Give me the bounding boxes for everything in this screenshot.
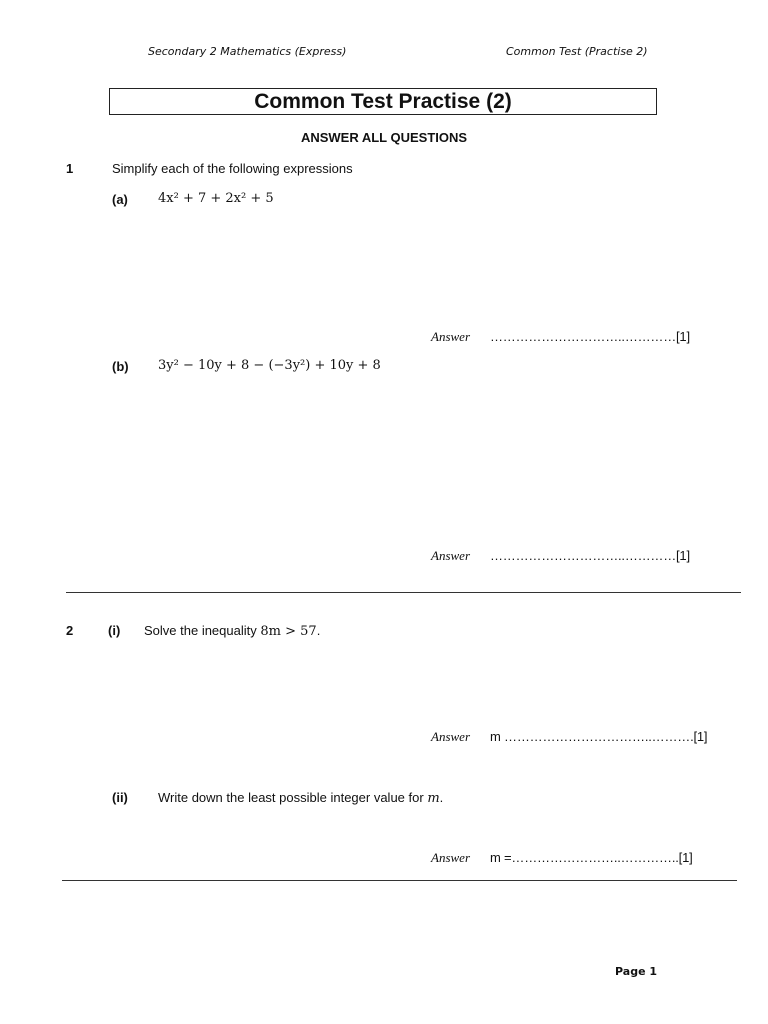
answer-label-2i: Answer (431, 729, 470, 744)
question-2i-label: (i) (108, 623, 121, 638)
question-2i-prompt-line (144, 623, 320, 639)
question-2-number: 2 (66, 623, 74, 638)
question-2i-math: 8m > 57 (260, 624, 317, 639)
question-1-number: 1 (66, 161, 74, 176)
header-left: Secondary 2 Mathematics (Express) (148, 45, 347, 58)
answer-line-1b: …………………………..…………[1] (490, 548, 690, 563)
answer-label-1a: Answer (431, 329, 470, 344)
question-2ii-math: m (427, 791, 440, 806)
question-2ii-end: . (439, 790, 444, 805)
divider-2 (62, 880, 737, 881)
question-2ii-prompt: Write down the least possible integer value for (158, 790, 424, 805)
divider-1 (66, 592, 741, 593)
answer-label-2ii: Answer (431, 850, 470, 865)
question-1b-expression: 3y² − 10y + 8 − (−3y²) + 10y + 8 (158, 358, 381, 373)
question-2i-prompt: Solve the inequality (144, 623, 257, 638)
instruction: ANSWER ALL QUESTIONS (300, 130, 468, 145)
page-title: Common Test Practise (2) (109, 88, 657, 115)
question-2ii-prompt-line (158, 790, 443, 806)
answer-line-1a: …………………………..…………[1] (490, 329, 690, 344)
question-1a-expression: 4x² + 7 + 2x² + 5 (158, 191, 274, 206)
question-1-prompt: Simplify each of the following expressions (112, 161, 353, 176)
question-2i-end: . (316, 623, 321, 638)
answer-line-2i: m ……………………………..……….[1] (490, 729, 708, 744)
answer-line-2ii: m =……………………..…………..[1] (490, 850, 693, 865)
page-number: Page 1 (615, 965, 658, 978)
answer-label-1b: Answer (431, 548, 470, 563)
header-right: Common Test (Practise 2) (506, 45, 648, 58)
question-1b-label: (b) (112, 359, 129, 374)
question-1a-label: (a) (112, 192, 128, 207)
question-2ii-label: (ii) (112, 790, 128, 805)
